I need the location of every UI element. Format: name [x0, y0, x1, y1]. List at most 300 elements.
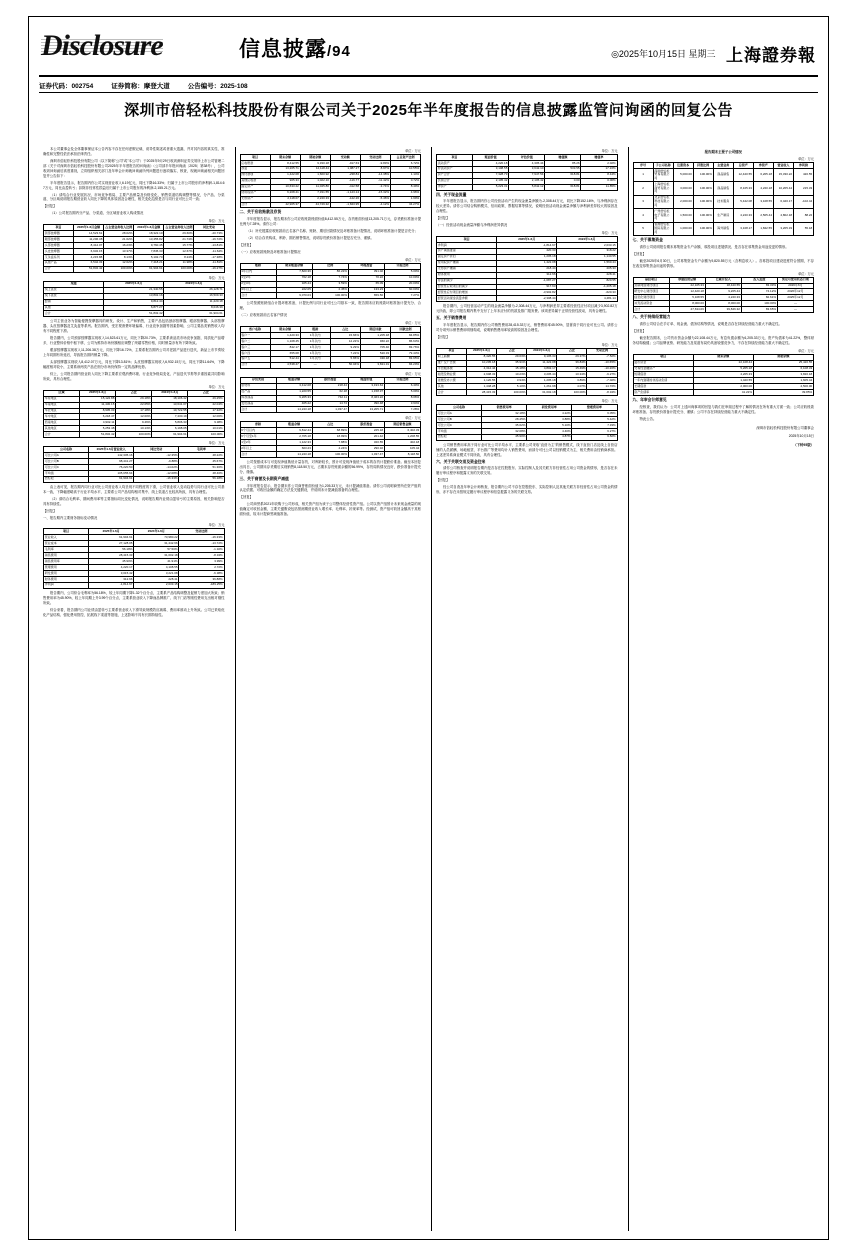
- cell: 98,441.27: [89, 459, 134, 465]
- cell: 6,108.33: [753, 366, 813, 372]
- cell: 预付款项: [240, 172, 270, 178]
- table-unit: 单位：万元: [798, 348, 814, 353]
- col-header: 占主营业务收入比例: [105, 224, 133, 229]
- table-unit: 单位：万元: [208, 275, 225, 280]
- masthead-section-title: [239, 33, 351, 63]
- col-header: 比例: [312, 263, 348, 269]
- cell: 12,420.18: [669, 289, 705, 295]
- cell: 6.72%: [390, 160, 420, 166]
- paragraph: 本公司董事会及全体董事保证本公告内容不存在任何虚假记载、误导性陈述或者重大遗漏，并对其内容的真实性、准确性和完整性依法承担法律责任。: [43, 147, 225, 156]
- cell: 合计: [437, 390, 467, 396]
- cell: 51,832.42: [74, 266, 104, 272]
- cell: 29.63%: [497, 354, 527, 360]
- reply-label: 【回复】: [436, 334, 450, 339]
- cell: 10,205.18: [467, 360, 497, 366]
- cell: 9,812.44: [276, 428, 312, 434]
- col-header: 2024年1-6月: [152, 390, 188, 396]
- cell: 交易性金融资产: [633, 366, 693, 372]
- cell: 3: [633, 195, 653, 208]
- cell: 655.08: [270, 350, 300, 356]
- cell: -16.33%: [179, 535, 224, 541]
- table-row: [633, 390, 814, 396]
- col-header: 期初余额: [753, 354, 813, 360]
- table-row: [44, 582, 225, 588]
- cell: 11,206.38: [74, 237, 104, 243]
- col-header: 占比: [497, 348, 527, 354]
- cell: 61,904.61: [89, 476, 134, 482]
- cell: 4,220.18: [473, 160, 509, 166]
- col-header: 预定可使用状态日期: [777, 277, 813, 283]
- cell: 8.97%: [360, 166, 390, 172]
- cell: -8.34%: [587, 390, 617, 396]
- col-header: 账龄: [300, 327, 330, 333]
- cell: 1,420.33: [270, 333, 300, 339]
- cell: 22.05%: [116, 402, 152, 408]
- cell: 1,261.98: [527, 384, 557, 390]
- cell: 10.34%: [557, 372, 587, 378]
- cell: 1年以内: [300, 339, 330, 345]
- paragraph: 经公司自查及年审会计师核查，报告期内公司不存在控股股东、实际控制人及其他关联方非经营性占用公司资金的情形，亦不存在未按规定履行审议程序和信息披露义务的关联交易。: [436, 485, 618, 495]
- cell: 1,022.10: [300, 178, 330, 184]
- cell: -15.32%: [360, 190, 390, 196]
- paragraph: 公司销售费用率高于同行业可比公司平均水平，主要系公司采取"直营为主"的销售模式，线下直营门店及线上自营店铺的人员薪酬、场地租赁、平台推广等费用均计入销售费用，而部分可比公司以经销模式为主，相关费用由经销商承担。上述差异系商业模式不同所致，具有合理性。: [436, 442, 618, 457]
- cell: 9,205.33: [276, 395, 312, 401]
- cell: 10,205.44: [773, 182, 793, 195]
- cell: 218.44: [497, 266, 557, 272]
- paragraph: 特此公告。: [639, 416, 657, 421]
- cell: -10.20%: [587, 366, 617, 372]
- paragraph: 深圳市倍轻松科技股份有限公司（以下简称"公司"或"本公司"）于2025年9月29日收到深圳证券交易所上市公司管理二部《关于对深圳市倍轻松科技股份有限公司2025年半年度报告的问询函》（公司部半年报问询函〔2025〕第38号），公司收到问询函后高度重视，立即组织相关部门及年审会计师就问询函所列问题进行逐项落实、核查，现就问询函相关问题回复并公告如下：: [43, 158, 225, 178]
- cell: 312.66: [89, 576, 134, 582]
- cell: 14.76%: [587, 384, 617, 390]
- cell: 1,120.55: [467, 378, 497, 384]
- cell: -2,308.44: [497, 296, 557, 302]
- paragraph: 请你公司说明报告期末募集资金专户余额、募投项目进展情况、是否存在募集资金用途变更的情形。: [639, 244, 789, 249]
- section-heading: 七、关于募集资金: [632, 238, 663, 243]
- cell: 34.27%: [390, 202, 420, 208]
- cell: 4,215.88: [74, 254, 104, 260]
- cell: 100.00%: [693, 168, 713, 181]
- cell: 华中地区: [44, 414, 80, 420]
- signature-date: 2025年10月15日: [788, 433, 814, 438]
- cell: 312.66: [497, 272, 557, 278]
- cell: 11,430.15: [80, 402, 116, 408]
- cell: 销售费用率: [44, 559, 89, 565]
- cell: 3,820.18: [753, 372, 813, 378]
- cell: 31,002.18: [527, 390, 557, 396]
- cell: 8,000.00: [669, 301, 705, 307]
- cell: 31,002.18: [134, 553, 179, 559]
- col-header: 同比变动: [194, 225, 224, 231]
- cell: 29.37%: [557, 354, 587, 360]
- cell: 402.18: [384, 440, 420, 446]
- cell: 7.74%: [312, 275, 348, 281]
- paragraph: 截至报告期末，公司货币资金余额为22,108.44万元，有息负债余额为6,205.33万元，资产负债率为41.22%，整体财务结构稳健；公司品牌优势、研发能力及渠道布局仍具备较强竞争力，不存在持续经营能力重大不确定性。: [632, 335, 814, 345]
- col-header: 增值率: [581, 155, 617, 161]
- cell: 6,205.18: [753, 168, 773, 181]
- cell: 4,481.14: [557, 296, 617, 302]
- cell: 客户三: [240, 345, 270, 351]
- cell: 28,415.33: [467, 390, 497, 396]
- cell: 201.42: [348, 434, 384, 440]
- cell: 25,420.55: [753, 360, 813, 366]
- cell: 45.67%: [179, 459, 224, 465]
- cell: 资产减值准备: [437, 248, 497, 254]
- signature-company: 深圳市倍轻松科技股份有限公司董事会: [756, 425, 814, 430]
- cell: 4.40%: [527, 428, 572, 434]
- masthead-logo-en: Disclosure: [41, 29, 163, 62]
- cell: 28.45%: [482, 417, 527, 423]
- cell: -14.38%: [360, 172, 390, 178]
- table-unit: 单位：万元: [601, 399, 618, 404]
- cell: 1,205.18: [360, 333, 390, 339]
- cell: 1,037.47: [348, 452, 384, 458]
- reply-label: 【回复】: [632, 328, 647, 333]
- cell: 22.04%: [188, 402, 224, 408]
- cell: -20.73%: [194, 231, 224, 237]
- cell: 10.00%: [384, 275, 420, 281]
- cell: 7,430.19: [152, 414, 188, 420]
- cell: 905.33: [270, 178, 300, 184]
- cell: -102.44: [793, 195, 813, 208]
- cell: 合计: [44, 266, 74, 272]
- cell: 62.18: [312, 389, 348, 395]
- cell: 618.81: [545, 172, 581, 178]
- paragraph: 截至2025年6月30日，公司募集资金专户余额为9,820.55万元（含利息收入）。各募投项目建设进度符合预期，不存在改变募集资金用途的情形。: [632, 258, 814, 268]
- cell: 1年以内: [240, 269, 276, 275]
- cell: 61,904.61: [152, 432, 188, 438]
- col-header: 库龄: [240, 422, 276, 428]
- cell: 1,420.55: [693, 378, 753, 384]
- cell: 48.22%: [179, 453, 224, 459]
- cell: -9.83%: [360, 160, 390, 166]
- paragraph: 综合来看，报告期内公司业绩由盈转亏主要系营业收入下滑导致规模效应减弱、费用率被动上升所致。公司已采取优化产品结构、强化费用管控、拓展线下渠道等措施，上述影响不具有长期持续性。: [43, 607, 225, 617]
- cell: 平均值: [437, 428, 482, 434]
- cell: 391.02: [348, 269, 384, 275]
- cell: 11,220.18: [164, 299, 224, 305]
- paragraph: 请你公司结合在手订单、现金流、债务结构等情况，说明是否存在持续经营能力重大不确定性。: [639, 321, 782, 326]
- col-header: 期后回款: [360, 327, 390, 333]
- peer-comparison-table: [43, 446, 225, 483]
- col-header: 变动比例: [179, 529, 224, 535]
- col-header: 2025年1-6月营业收入: [89, 447, 134, 453]
- cell: 26,128.71: [164, 287, 224, 293]
- cell: 61,904.61: [164, 311, 224, 317]
- cell: 41.22%: [693, 390, 753, 396]
- cell: 57.50%: [134, 547, 179, 553]
- cell: 9.29%: [330, 345, 360, 351]
- sub-heading: （二）应收账款前五名客户情况: [239, 313, 287, 318]
- cell: 28.02%: [104, 231, 134, 237]
- cell: 3,821.31: [360, 362, 390, 368]
- cell: 2,705.18: [276, 434, 312, 440]
- cell: 12.00%: [188, 414, 224, 420]
- col-header: 2025年1-6月: [89, 529, 134, 535]
- cell: 6个月至1年: [240, 434, 276, 440]
- col-header: 项目: [240, 155, 270, 161]
- table-row: [633, 168, 814, 181]
- cell: 51,832.42: [104, 311, 164, 317]
- cell: -620.33: [557, 290, 617, 296]
- paragraph: 半年度报告显示，报告期内你公司销售费用28,415.33万元，销售费用率45.90%，显著高于同行业可比公司。请你公司分项列示销售费用明细构成，说明销售费用率较高的原因及合理性。: [436, 322, 618, 332]
- cell: 1,140.55: [557, 254, 617, 260]
- table-row: [633, 209, 814, 222]
- cell: 960.22: [360, 339, 390, 345]
- cell: 205.33: [557, 266, 617, 272]
- inventory-age-table: [240, 421, 422, 458]
- cell: 702.18: [276, 275, 312, 281]
- cell: 8.06%: [384, 395, 420, 401]
- col-header: 存货类别: [240, 377, 276, 383]
- cell: 2年以上: [240, 446, 276, 452]
- table-title: 报告期末主要子公司情况: [704, 150, 742, 154]
- cell: 货币资金: [633, 360, 693, 366]
- cell: 18.99%: [312, 434, 348, 440]
- cell: 2,033.15: [557, 242, 617, 248]
- col-header: 坏账准备: [348, 263, 384, 269]
- cell: -3.74%: [360, 184, 390, 190]
- cell: 2,908.33: [467, 372, 497, 378]
- cell: 合计: [240, 452, 276, 458]
- cell: 研发中心建设项目: [633, 289, 669, 295]
- cell: 存货: [240, 166, 270, 172]
- cell: 83.95%: [390, 356, 420, 362]
- cell: 705.40: [360, 345, 390, 351]
- cell: -1.32%: [179, 547, 224, 553]
- cell: 使用权资产摊销: [437, 260, 497, 266]
- cell: 5.10%: [497, 384, 527, 390]
- cell: 4,220.33: [733, 209, 753, 222]
- cell: 133.23: [348, 287, 384, 293]
- cell: 7,845.33: [134, 249, 164, 255]
- cell: 流动资产: [437, 160, 473, 166]
- cell: 头皮按摩器: [44, 249, 74, 255]
- paragraph: （2）请结合毛利率、期间费用率等主要指标同比变化情况，说明报告期内业绩由盈转亏的主要原因，相关影响是否具有持续性。: [43, 496, 225, 506]
- cell: -9.27%: [587, 372, 617, 378]
- cell: 45.90%: [89, 559, 134, 565]
- cell: 客户四: [240, 350, 270, 356]
- cell: 5,108.55: [669, 295, 705, 301]
- cell: 其他: [44, 305, 104, 311]
- cell: 经营性应收项目的减少: [437, 284, 497, 290]
- table-unit: 单位：万元: [601, 149, 618, 153]
- cell: —: [300, 362, 330, 368]
- cell: 1,448.28: [467, 384, 497, 390]
- cell: 3,108.55: [473, 166, 509, 172]
- cell: 13,205.71: [270, 166, 300, 172]
- cell: 83.76%: [390, 345, 420, 351]
- table-row: [240, 452, 421, 458]
- cell: 3.94%: [497, 378, 527, 384]
- cell: -17.38%: [194, 254, 224, 260]
- cell: -6.38%: [179, 571, 224, 577]
- cell: 4.22%: [527, 411, 572, 417]
- cell: 35.62%: [482, 423, 527, 429]
- col-header: 2024年1-6月: [527, 348, 557, 354]
- paragraph: 由上表可见，报告期内同行业可比公司营业收入均呈现不同程度的下滑，公司营业收入变动趋势与同行业可比公司基本一致，下降幅度略高于行业平均水平，主要系公司产品结构相对集中、线上渠道占比较高所致，具有合理性。: [43, 484, 225, 494]
- paragraph: 公司按照账龄组合计提坏账准备，计提比例与同行业可比公司基本一致，报告期末应收账款坏账准备计提充分、合理。: [239, 301, 421, 311]
- cell: 13,205.71: [348, 407, 384, 413]
- cell: 1,037.47: [312, 407, 348, 413]
- section-heading: 四、关于现金流量: [436, 192, 467, 197]
- cell: 3,193.64: [348, 383, 384, 389]
- cell: 390.48: [348, 401, 384, 407]
- cell: -1,814.67: [497, 242, 557, 248]
- table-unit: 单位：万元: [798, 157, 814, 161]
- cell: -3,902.82: [497, 290, 557, 296]
- cell: 6.40%: [384, 383, 420, 389]
- cell: 76,220.50: [89, 465, 134, 471]
- table-unit: 单位：万元: [601, 342, 618, 347]
- col-header: 占比: [188, 390, 224, 396]
- cell: 73,980.22: [134, 535, 179, 541]
- table-row: [633, 307, 814, 313]
- cell: 1至2年: [240, 275, 276, 281]
- paragraph: 半年度报告显示，报告期内你公司经营活动产生的现金流量净额为-2,308.44万元，同比下降152.16%，与净利润存在较大差异。请你公司结合购销模式、信用政策、票据结算等情况，说明经营活动现金流量净额与净利润差异较大的原因及合理性。: [436, 199, 618, 214]
- cell: 可比公司C: [437, 423, 482, 429]
- cell: 60.00%: [384, 287, 420, 293]
- cell: 14,243.18: [276, 407, 312, 413]
- cell: 3,221.08: [134, 571, 179, 577]
- cell: 海外销售: [713, 222, 733, 235]
- cell: 1,220.55: [276, 389, 312, 395]
- cell: 39.85%: [753, 390, 813, 396]
- cell: 32.18%: [482, 411, 527, 417]
- col-header: 期末余额: [270, 155, 300, 161]
- cell: 短期借款: [633, 372, 693, 378]
- col-header: 销售费用率: [482, 405, 527, 411]
- cell: 100.00%: [693, 209, 713, 222]
- cell: 净资产: [437, 184, 473, 190]
- col-header: 客户名称: [240, 327, 270, 333]
- cell: 1,422.08: [270, 172, 300, 178]
- cell: 14.74: [312, 401, 348, 407]
- cell: 3.64%: [384, 401, 420, 407]
- cell: 可比公司A: [44, 453, 89, 459]
- cell: 5.00%: [384, 269, 420, 275]
- cell: 7.33%: [572, 423, 617, 429]
- cell: 7.88%: [312, 440, 348, 446]
- cell: 8,105.33: [733, 182, 753, 195]
- col-header: 2024年1-6月: [557, 237, 617, 243]
- cell: 11,422.08: [527, 360, 557, 366]
- cell: 100.00%: [312, 452, 348, 458]
- cell: 17.16%: [581, 166, 617, 172]
- cell: -11.42%: [360, 178, 390, 184]
- cell: 2.72%: [179, 565, 224, 571]
- cell: 4,538.47: [270, 362, 300, 368]
- paragraph: （1）请结合行业发展状况、市场竞争格局、主要产品销量及价格变化、销售渠道结构调整等情况，分产品、分渠道、分区域说明报告期营业收入同比下降的具体原因及合理性，相关变化趋势是否与同行业可比公司一致；: [43, 192, 225, 202]
- cell: 合计: [44, 311, 104, 317]
- cell: 14,243.18: [276, 452, 312, 458]
- col-header: 同比变动: [134, 447, 179, 453]
- cell: 8,463.22: [348, 395, 384, 401]
- cell: 5.42%: [572, 417, 617, 423]
- cell: 1,208.55: [384, 434, 420, 440]
- col-header: 占主营业务收入比例: [165, 224, 193, 229]
- cell: 5.09%: [384, 389, 420, 395]
- table-unit: 单位：万元: [405, 371, 421, 376]
- col-header: 管理费用率: [572, 405, 617, 411]
- table-row: [633, 222, 814, 235]
- cell: 4.24%: [312, 446, 348, 452]
- cell: —: [777, 307, 813, 313]
- col-header: 项目: [437, 348, 467, 354]
- cell: 颈部按摩器: [44, 231, 74, 237]
- cell: 13.37%: [104, 249, 134, 255]
- cell: 917.63: [497, 284, 557, 290]
- cell: 56.18%: [89, 547, 134, 553]
- cell: 13,641.07: [152, 402, 188, 408]
- cell: 6.82%: [572, 434, 617, 440]
- cell: 29.60%: [164, 231, 194, 237]
- cell: 4,220.17: [89, 565, 134, 571]
- paragraph: 请你公司核查并说明报告期内是否存在控股股东、实际控制人及其关联方非经营性占用公司资金的情形，是否存在未履行审议程序和披露义务的关联交易。: [436, 466, 618, 476]
- cell: 客户一: [240, 333, 270, 339]
- cell: 1至2年: [240, 440, 276, 446]
- cell: 22,108.44: [693, 360, 753, 366]
- cell: 420.55: [793, 168, 813, 181]
- paragraph: （1）补充披露应收账款前五名客户名称、账龄、期后回款情况及坏账准备计提情况，说明坏账准备计提是否充分；: [246, 229, 418, 233]
- cell: -5.46%: [360, 196, 390, 202]
- cell: 29.25%: [188, 396, 224, 402]
- cell: 105.44: [384, 446, 420, 452]
- cell: 可比公司A: [437, 411, 482, 417]
- cell: 21.62%: [104, 237, 134, 243]
- cell: 15.77%: [164, 243, 194, 249]
- col-header: 变动比例: [587, 348, 617, 354]
- cell: 842.17: [270, 345, 300, 351]
- table-unit: 单位：万元: [798, 271, 814, 276]
- cell: -116.77: [330, 178, 360, 184]
- col-header: 期末余额: [693, 354, 753, 360]
- cell: 6,218.47: [80, 414, 116, 420]
- table-row: [240, 407, 421, 413]
- cell: 2,000.00: [673, 195, 693, 208]
- col-header: 期初余额: [300, 155, 330, 161]
- cell: 倍轻松: [437, 434, 482, 440]
- cell: 100.00%: [104, 266, 134, 272]
- cell: 1,122.33: [276, 440, 312, 446]
- col-header: 期末余额: [270, 327, 300, 333]
- liquidity-table: [633, 354, 815, 397]
- cell: 20.00%: [384, 281, 420, 287]
- cell: 1,422.08: [497, 260, 557, 266]
- cell: 1年以内: [300, 350, 330, 356]
- cell: 4,220.18: [753, 182, 773, 195]
- cell: 4,902.11: [80, 420, 116, 426]
- cell: 9,330.18: [300, 160, 330, 166]
- masthead-paper-name: 上海證券報: [726, 46, 816, 65]
- cell: 10.01%: [188, 426, 224, 432]
- col-header: 跌价准备: [348, 422, 384, 428]
- cell: 销售费用: [44, 553, 89, 559]
- cell: 合计: [240, 202, 270, 208]
- cell: 228.41: [557, 272, 617, 278]
- cell: 2026年6月: [777, 283, 813, 289]
- selling-expense-detail-table: [436, 348, 618, 397]
- cell: 西南地区: [44, 420, 80, 426]
- cell: -1,843.95: [330, 202, 360, 208]
- cell: 1,000.00: [673, 222, 693, 235]
- cell: 44,749.32: [300, 202, 330, 208]
- cell: 1,205.18: [497, 254, 557, 260]
- cell: 1,560.44: [557, 260, 617, 266]
- table-row: [437, 296, 618, 302]
- cell: 61,904.61: [89, 535, 134, 541]
- table-row: [44, 432, 225, 438]
- cell: 3,205.33: [773, 222, 793, 235]
